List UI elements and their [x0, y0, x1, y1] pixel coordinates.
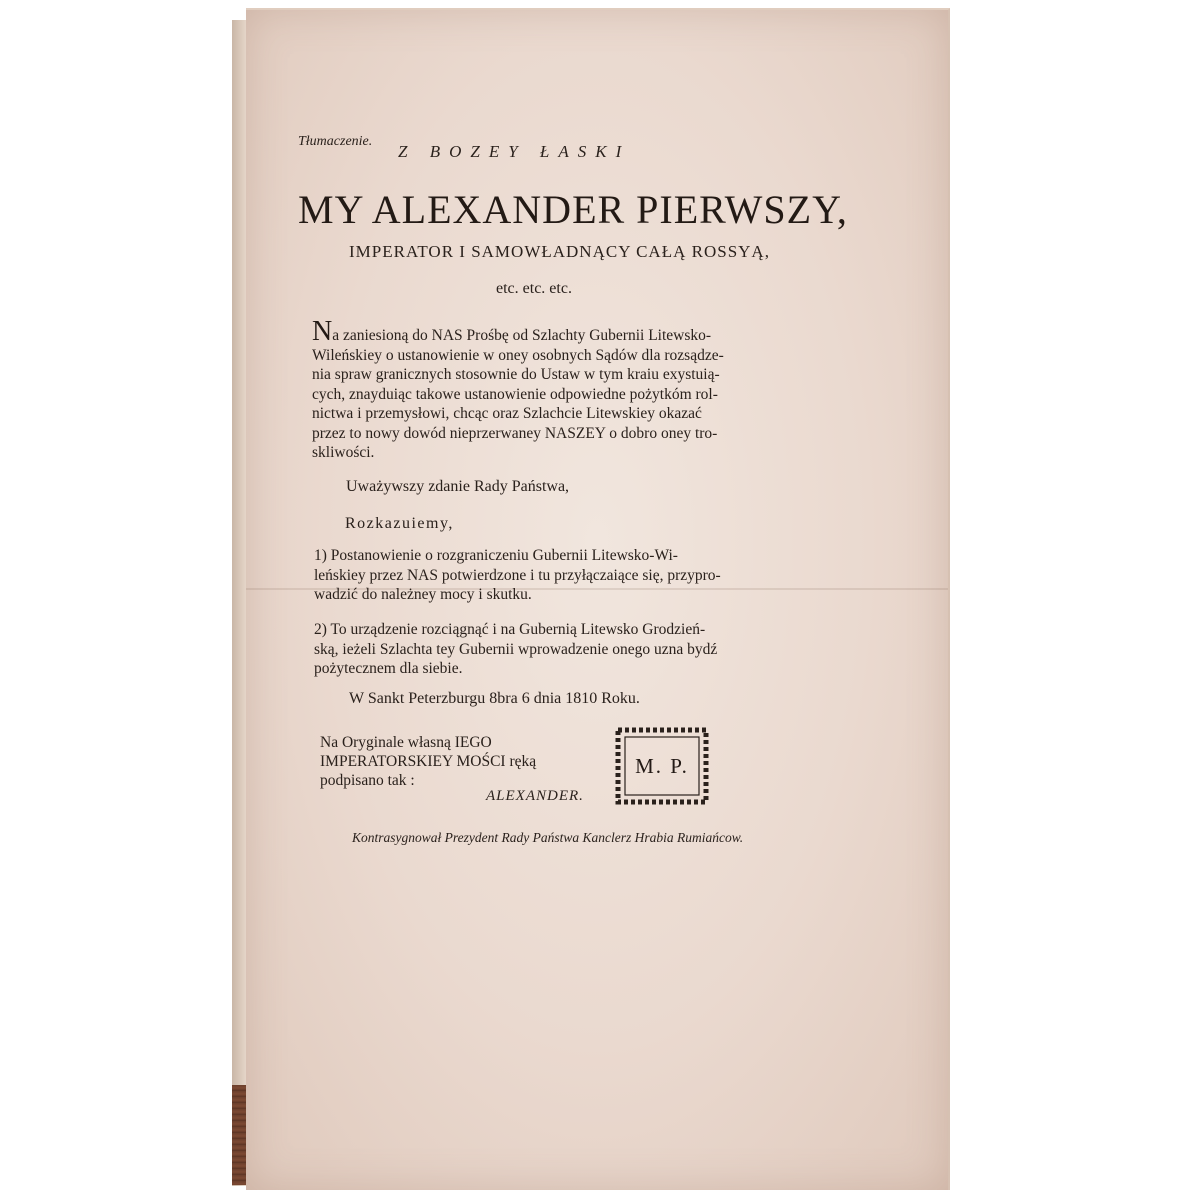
point-2-line: pożytecznem dla siebie.: [314, 660, 463, 677]
we-order-line: Rozkazuiemy,: [345, 515, 454, 532]
etc-line: etc. etc. etc.: [496, 280, 572, 297]
body-line: nictwa i przemysłowi, chcąc oraz Szlachcie Litewskiey okazać: [312, 405, 702, 422]
drop-cap: N: [312, 316, 333, 347]
body-line: przez to nowy dowód nieprzerwaney NASZEY o dobro oney tro-: [312, 424, 718, 442]
countersign-line: Kontrasygnował Prezydent Rady Państwa Kanclerz Hrabia Rumiańcow.: [352, 830, 744, 845]
translation-note: Tłumaczenie.: [298, 134, 373, 149]
petition-paragraph: [312, 316, 826, 463]
signed-name: ALEXANDER.: [486, 788, 584, 804]
point-1-line: leńskiey przez NAS potwierdzone i tu przyłączaiące się, przypro-: [314, 566, 721, 584]
point-1-line: 1) Postanowienie o rozgraniczeniu Gubernii Litewsko-Wi-: [314, 547, 678, 564]
original-signature-note: [320, 733, 536, 790]
place-date-line: W Sankt Peterzburgu 8bra 6 dnia 1810 Roku.: [349, 690, 640, 707]
body-line-text: a zaniesioną do NAS Prośbę od Szlachty Gubernii Litewsko-: [332, 327, 712, 344]
emperor-subtitle: IMPERATOR I SAMOWŁADNĄCY CAŁĄ ROSSYĄ,: [349, 242, 770, 261]
body-line: skliwości.: [312, 444, 375, 461]
seal-label: M. P.: [635, 753, 689, 778]
body-line: [312, 316, 826, 347]
point-2: [314, 620, 826, 679]
emperor-title: MY ALEXANDER PIERWSZY,: [298, 187, 848, 232]
original-line: IMPERATORSKIEY MOŚCI ręką: [320, 753, 537, 770]
seal-stamp: [614, 726, 710, 806]
grace-line: Z BOZEY ŁASKI: [398, 142, 631, 161]
original-line: podpisano tak :: [320, 772, 415, 789]
body-line: Wileńskiey o ustanowienie w oney osobnych Sądów dla rozsądze-: [312, 346, 724, 364]
body-line: cych, znayduiąc takowe ustanowienie odpowiedne pożytkóm rol-: [312, 385, 718, 403]
point-1-line: wadzić do należney mocy i skutku.: [314, 586, 532, 603]
point-1: [314, 546, 826, 605]
considering-line: Uważywszy zdanie Rady Państwa,: [346, 478, 570, 495]
original-line: Na Oryginale własną IEGO: [320, 734, 492, 751]
point-2-line: ską, ieżeli Szlachta tey Gubernii wprowadzenie onego uzna bydź: [314, 640, 718, 658]
body-line: nia spraw granicznych stosownie do Ustaw w tym kraiu exystuią-: [312, 366, 720, 383]
point-2-line: 2) To urządzenie rozciągnąć i na Gubernią Litewsko Grodzień-: [314, 621, 706, 638]
